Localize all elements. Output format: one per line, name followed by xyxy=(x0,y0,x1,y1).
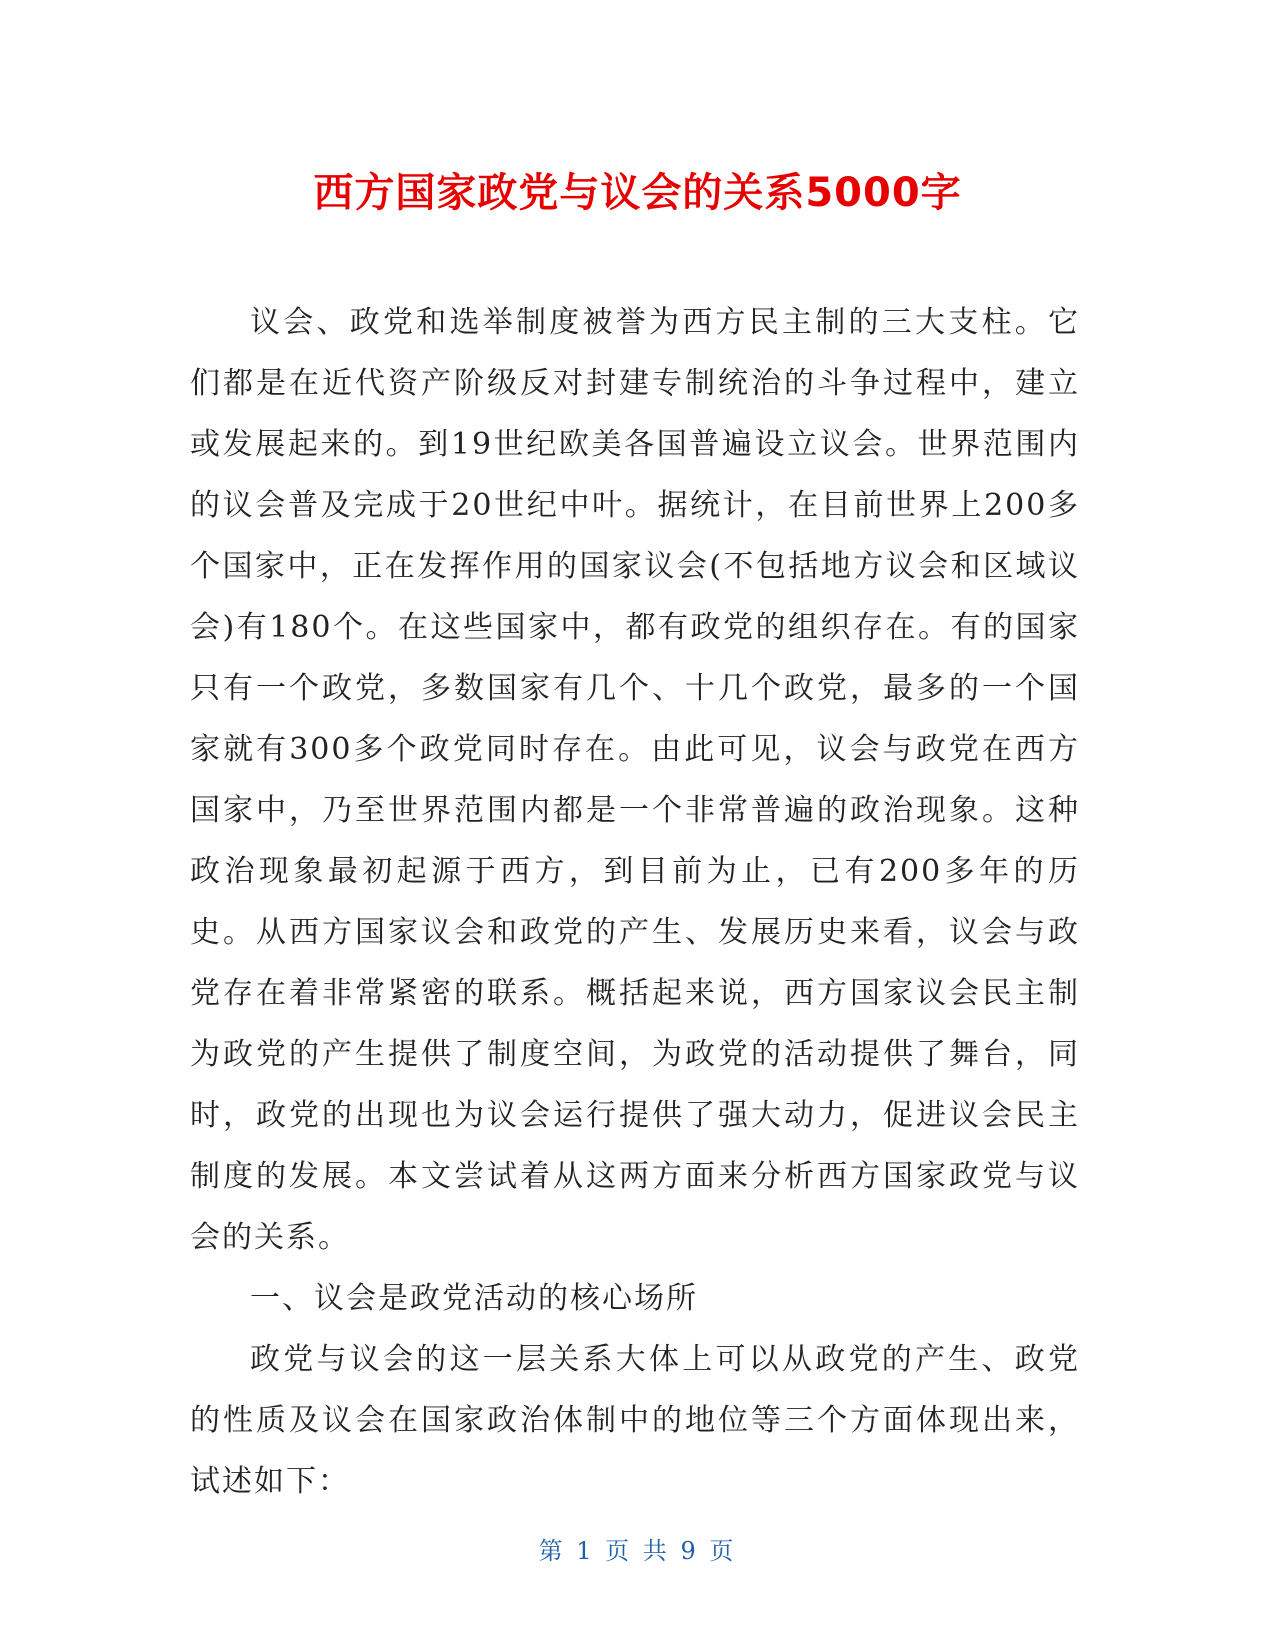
document-title: 西方国家政党与议会的关系5000字 xyxy=(313,170,962,216)
document-body xyxy=(190,292,1080,1512)
page-number-footer: 第 1 页 共 9 页 xyxy=(538,1537,737,1565)
paragraph-section-intro: 政党与议会的这一层关系大体上可以从政党的产生、政党的性质及议会在国家政治体制中的地位等三个方面体现出来，试述如下： xyxy=(190,1342,1080,1499)
paragraph-intro: 议会、政党和选举制度被誉为西方民主制的三大支柱。它们都是在近代资产阶级反对封建专制统治的斗争过程中，建立或发展起来的。到19世纪欧美各国普遍设立议会。世界范围内的议会普及完成于20世纪中叶。据统计，在目前世界上200多个国家中，正在发挥作用的国家议会(不包括地方议会和区域议会)有180个。在这些国家中，都有政党的组织存在。有的国家只有一个政党，多数国家有几个、十几个政党，最多的一个国家就有300多个政党同时存在。由此可见，议会与政党在西方国家中，乃至世界范围内都是一个非常普遍的政治现象。这种政治现象最初起源于西方，到目前为止，已有200多年的历史。从西方国家议会和政党的产生、发展历史来看，议会与政党存在着非常紧密的联系。概括起来说，西方国家议会民主制为政党的产生提供了制度空间，为政党的活动提供了舞台，同时，政党的出现也为议会运行提供了强大动力，促进议会民主制度的发展。本文尝试着从这两方面来分析西方国家政党与议会的关系。 xyxy=(190,305,1080,1255)
section-heading: 一、议会是政党活动的核心场所 xyxy=(250,1281,698,1316)
